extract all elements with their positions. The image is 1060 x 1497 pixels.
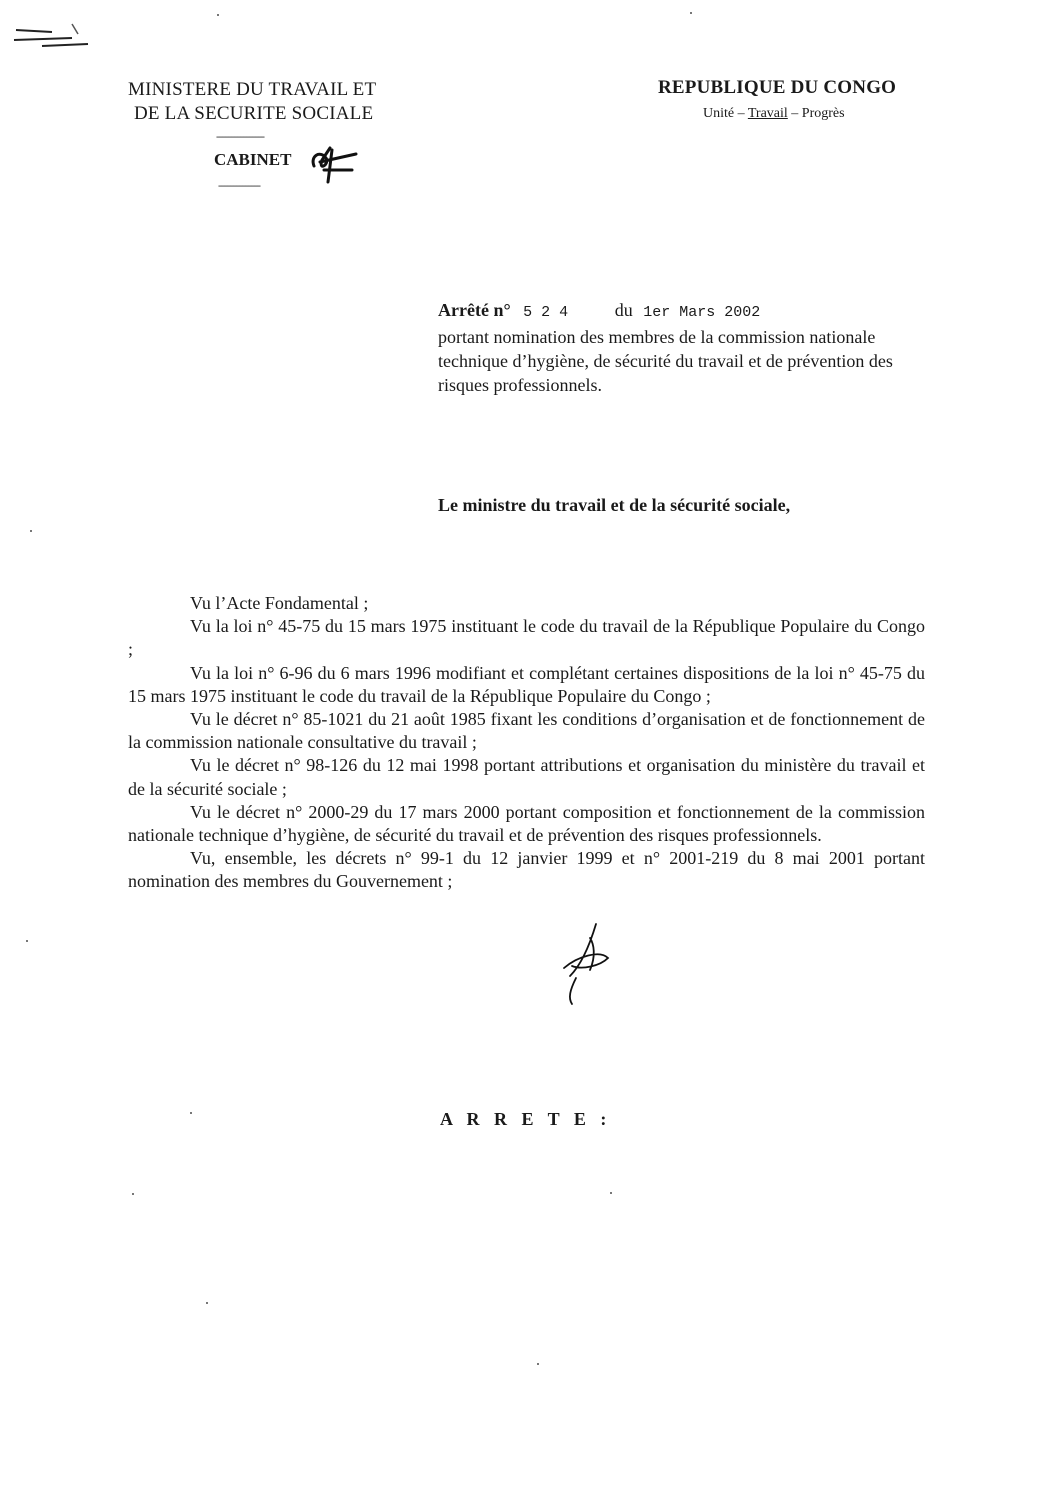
visa-1: Vu l’Acte Fondamental ; (190, 593, 369, 613)
minister-line: Le ministre du travail et de la sécurité sociale, (438, 495, 791, 515)
motto-part-1: Unité – (703, 106, 748, 121)
visa-6: Vu le décret n° 2000-29 du 17 mars 2000 portant composition et fonctionnement de la commission nationale technique d’hygiène, de sécurité du travail et de prévention des risques professionnels. (128, 801, 925, 846)
decree-date: 1er Mars 2002 (643, 304, 761, 321)
handwritten-initials (560, 920, 620, 1008)
decree-number-line (438, 298, 918, 325)
rule-bottom: -------------- (218, 178, 260, 192)
motto-part-2: Travail (747, 106, 788, 121)
visa-3: Vu la loi n° 6-96 du 6 mars 1996 modifiant et complétant certaines dispositions de la loi n° 45-75 du 15 mars 1975 instituant le code du travail de la République Populaire du Congo ; (128, 662, 925, 706)
decree-date-prefix: du (614, 300, 633, 320)
cabinet-label: CABINET (214, 150, 292, 169)
decree-number: 5 2 4 (523, 304, 569, 321)
scan-speck (217, 14, 219, 16)
decree-subject: portant nomination des membres de la commission nationale technique d’hygiène, de sécurité du travail et de prévention des risques professionnels. (438, 327, 893, 395)
visas-body (128, 592, 925, 894)
motto-part-3: – Progrès (787, 106, 845, 121)
scan-artifact-mark (12, 20, 92, 50)
arrete-title: A R R E T E : (440, 1109, 612, 1129)
decree-label: Arrêté n° (438, 300, 511, 320)
scan-speck (132, 1193, 134, 1195)
visa-4: Vu le décret n° 85-1021 du 21 août 1985 fixant les conditions d’organisation et de fonctionnement de la commission nationale consultative du travail ; (128, 709, 925, 753)
scan-speck (26, 940, 28, 942)
initials-signature (306, 140, 364, 186)
scan-speck (190, 1112, 192, 1114)
ministry-name (128, 78, 376, 126)
scan-speck (30, 530, 32, 532)
scan-speck (610, 1192, 612, 1194)
scan-speck (690, 12, 692, 14)
visa-7: Vu, ensemble, les décrets n° 99-1 du 12 janvier 1999 et n° 2001-219 du 8 mai 2001 portant nomination des membres du Gouvernement ; (128, 848, 925, 892)
ministry-line-2: DE LA SECURITE SOCIALE (134, 103, 374, 124)
rule-top: ---------------- (216, 129, 264, 143)
ministry-line-1: MINISTERE DU TRAVAIL ET (128, 79, 377, 100)
scan-speck (206, 1302, 208, 1304)
visa-2: Vu la loi n° 45-75 du 15 mars 1975 instituant le code du travail de la République Populaire du Congo ; (128, 616, 925, 660)
decree-header (438, 298, 918, 397)
republic-title: REPUBLIQUE DU CONGO (658, 77, 897, 98)
scan-speck (537, 1363, 539, 1365)
visa-5: Vu le décret n° 98-126 du 12 mai 1998 portant attributions et organisation du ministère du travail et de la sécurité sociale ; (128, 755, 925, 799)
national-motto (703, 106, 845, 122)
